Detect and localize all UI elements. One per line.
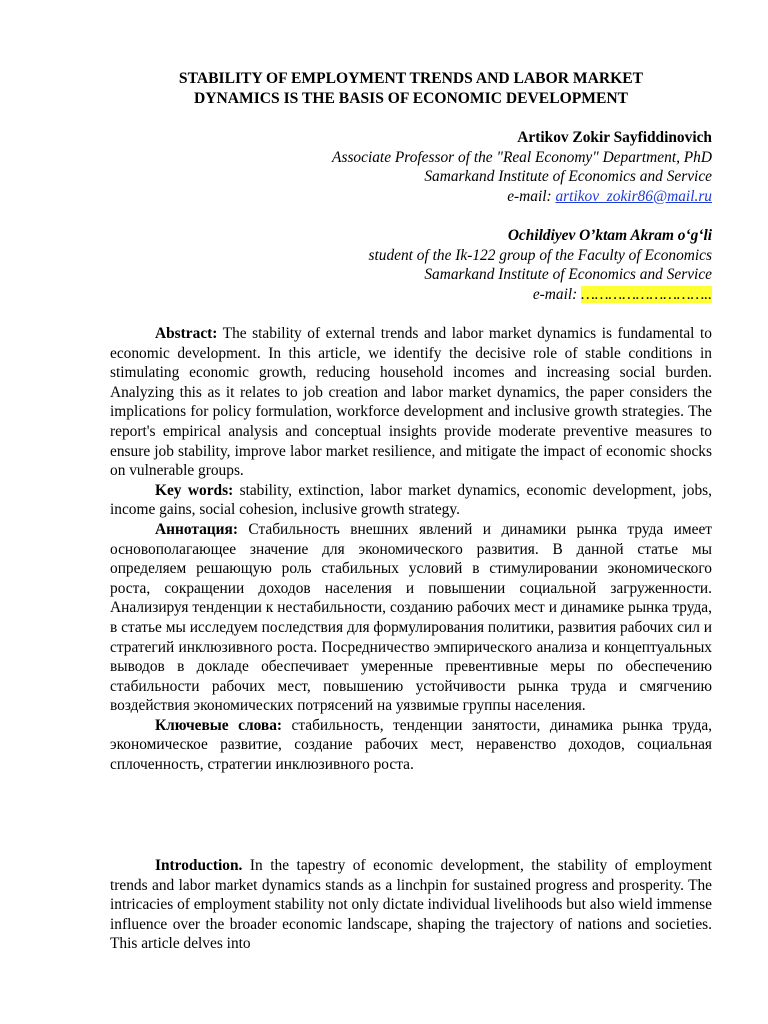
keywords-ru-text: стабильность, тенденции занятости, динамика рынка труда, экономическое развитие, создание рабочих мест, неравенство доходов, социальная сплоченность, стратегии инклюзивного роста. [110,716,712,774]
keywords-ru-paragraph [110,716,712,775]
title-line-1: STABILITY OF EMPLOYMENT TRENDS AND LABOR MARKET [178,70,644,87]
email-link[interactable]: artikov_zokir86@mail.ru [555,187,712,205]
author-institution: Samarkand Institute of Economics and Service [424,266,712,284]
author-name: Ochildiyev O’ktam Akram o‘g‘li [507,227,712,244]
paper-title [110,69,712,109]
annotation-label: Аннотация: [155,520,238,538]
abstract-section [110,324,712,775]
introduction-label: Introduction. [155,857,243,874]
abstract-paragraph [110,324,712,481]
introduction-section [110,856,712,954]
author-name: Artikov Zokir Sayfiddinovich [517,129,712,146]
keywords-text: stability, extinction, labor market dynamics, economic development, jobs, income gains, social cohesion, inclusive growth strategy. [110,481,712,519]
email-placeholder-highlight: ……………………….. [581,285,712,303]
keywords-label: Key words: [155,481,234,499]
email-label: e-mail: [507,187,556,205]
author-position: Associate Professor of the "Real Economy" Department, PhD [332,148,712,166]
author-block-1 [110,128,712,206]
annotation-text: Стабильность внешних явлений и динамики рынка труда имеет основополагающее значение для экономического развития. В данной статье мы определяем решающую роль стабильных условий в стимулировании экономического роста, сокращении доходов населения и повышении социальной загруженности. Анализируя тенденции к нестабильности, созданию рабочих мест и динамике рынка труда, в статье мы исследуем последствия для формулирования политики, развития рабочих сил и стратегий инклюзивного роста. Посредничество эмпирического анализа и концептуальных выводов в докладе обеспечивает умеренные превентивные меры по обеспечению стабильности рабочих мест, повышению устойчивости рынка труда и смягчению воздействия экономических потрясений на уязвимые группы населения. [110,520,712,715]
author-institution: Samarkand Institute of Economics and Service [424,168,712,186]
annotation-paragraph [110,520,712,716]
author-position: student of the Ik-122 group of the Faculty of Economics [368,246,712,264]
title-line-2: DYNAMICS IS THE BASIS OF ECONOMIC DEVELOPMENT [193,90,629,107]
keywords-paragraph [110,481,712,520]
author-block-2 [110,226,712,304]
abstract-label: Abstract: [155,325,218,342]
keywords-ru-label: Ключевые слова: [155,716,283,734]
author-email-line [110,285,712,305]
author-email-line [110,187,712,207]
introduction-text: In the tapestry of economic development, the stability of employment trends and labor market dynamics stands as a linchpin for sustained progress and prosperity. The intricacies of employment stability not only dictate individual livelihoods but also wield immense influence over the broader economic landscape, shaping the trajectory of nations and societies. This article delves into [110,857,712,953]
introduction-paragraph [110,856,712,954]
abstract-text: The stability of external trends and labor market dynamics is fundamental to economic development. In this article, we identify the decisive role of stable conditions in stimulating economic growth, reducing household incomes and increasing social burden. Analyzing this as it relates to job creation and labor market dynamics, the paper considers the implications for policy formulation, workforce development and inclusive growth strategies. The report's empirical analysis and conceptual insights provide moderate preventive measures to ensure job stability, improve labor market resilience, and mitigate the impact of economic shocks on vulnerable groups. [110,325,712,480]
email-label: e-mail: [532,285,582,303]
